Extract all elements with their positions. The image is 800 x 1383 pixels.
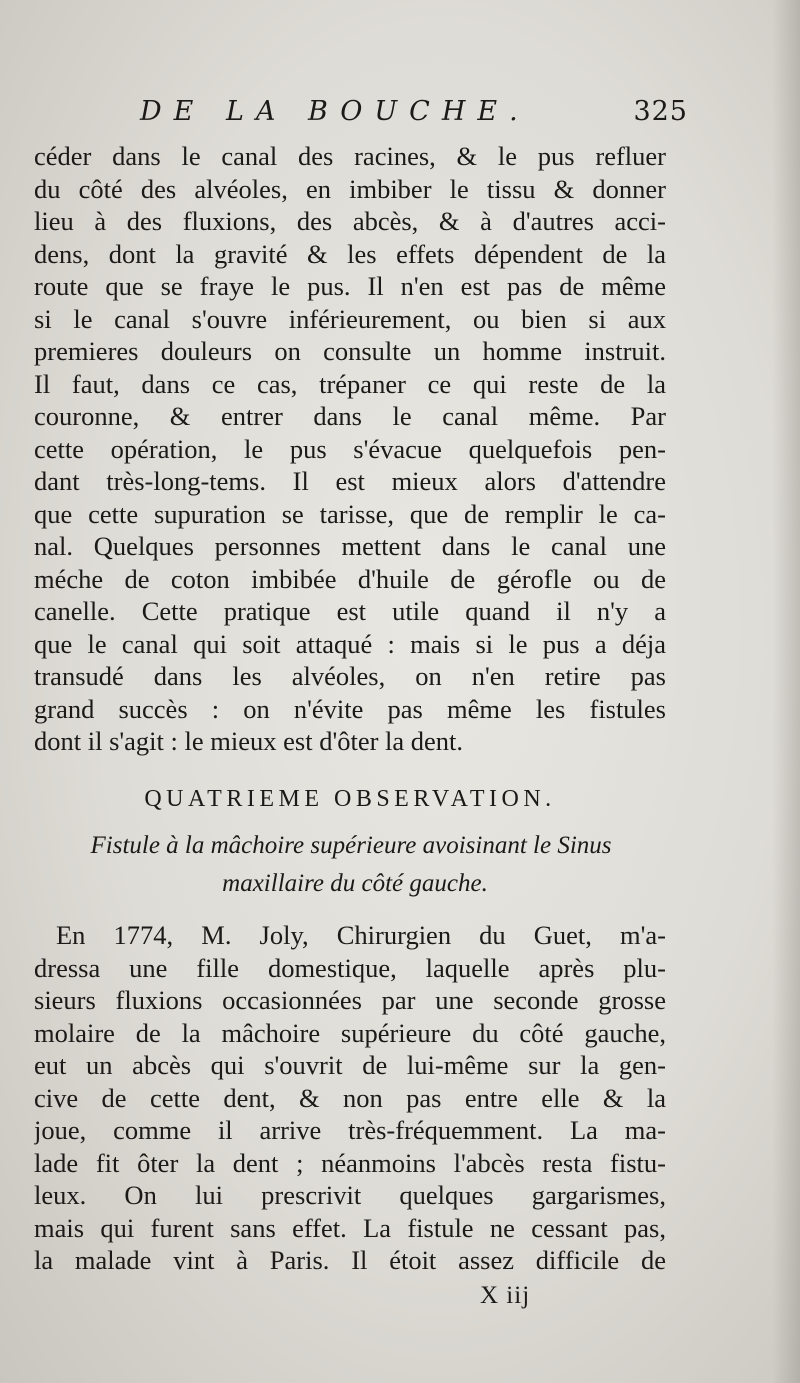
- observation-subtitle: Fistule à la mâchoire supérieure avoisinant le Sinus: [90, 832, 612, 859]
- running-header: [140, 92, 688, 132]
- page-number: 325: [633, 96, 688, 127]
- text-line: mais qui furent sans effet. La fistule ne cessant pas,: [34, 1212, 666, 1243]
- text-line: méche de coton imbibée d'huile de gérofle ou de: [34, 563, 666, 594]
- text-line: route que se fraye le pus. Il n'en est pas de même: [34, 271, 666, 301]
- text-line: du côté des alvéoles, en imbiber le tissu & donner: [34, 173, 666, 204]
- text-line: dant très-long-tems. Il est mieux alors d'attendre: [34, 466, 666, 496]
- text-line: la malade vint à Paris. Il étoit assez difficile de: [34, 1245, 666, 1275]
- text-line: céder dans le canal des racines, & le pus refluer: [34, 141, 666, 171]
- text-line: premieres douleurs on consulte un homme instruit.: [34, 336, 666, 366]
- text-line: transudé dans les alvéoles, on n'en retire pas: [34, 661, 666, 691]
- text-line: joue, comme il arrive très-fréquemment. La ma-: [34, 1115, 666, 1145]
- text-line: canelle. Cette pratique est utile quand il n'y a: [34, 596, 666, 626]
- text-line: Il faut, dans ce cas, trépaner ce qui reste de la: [34, 368, 666, 399]
- text-line: eut un abcès qui s'ouvrit de lui-même sur la gen-: [34, 1050, 666, 1080]
- text-line: molaire de la mâchoire supérieure du côté gauche,: [34, 1017, 666, 1048]
- text-line: dens, dont la gravité & les effets dépendent de la: [34, 238, 666, 269]
- text-line: cette opération, le pus s'évacue quelquefois pen-: [34, 433, 666, 464]
- text-line: si le canal s'ouvre inférieurement, ou bien si aux: [34, 303, 666, 334]
- text-line: cive de cette dent, & non pas entre elle & la: [34, 1082, 666, 1113]
- text-line: En 1774, M. Joly, Chirurgien du Guet, m'a-: [56, 920, 666, 950]
- page-gutter-shadow: [772, 0, 800, 1383]
- observation-subtitle: maxillaire du côté gauche.: [222, 870, 488, 897]
- text-line: lade fit ôter la dent ; néanmoins l'abcès resta fistu-: [34, 1147, 666, 1178]
- text-line: lieu à des fluxions, des abcès, & à d'autres acci-: [34, 206, 666, 236]
- text-line: dont il s'agit : le mieux est d'ôter la dent.: [34, 726, 464, 756]
- running-title: DE LA BOUCHE.: [140, 96, 530, 127]
- signature-mark: X iij: [480, 1282, 531, 1309]
- text-line: leux. On lui prescrivit quelques gargarismes,: [34, 1180, 666, 1210]
- text-line: dressa une fille domestique, laquelle après plu-: [34, 952, 666, 983]
- body-text-bottom: [34, 919, 666, 1277]
- text-line: grand succès : on n'évite pas même les fistules: [34, 693, 666, 724]
- body-text-top: [34, 140, 666, 758]
- text-line: nal. Quelques personnes mettent dans le canal une: [34, 531, 666, 561]
- text-line: que cette supuration se tarisse, que de remplir le ca-: [34, 498, 666, 529]
- text-line: sieurs fluxions occasionnées par une seconde grosse: [34, 985, 666, 1015]
- observation-heading: QUATRIEME OBSERVATION.: [144, 786, 556, 812]
- text-line: couronne, & entrer dans le canal même. Par: [34, 401, 666, 431]
- text-line: que le canal qui soit attaqué : mais si le pus a déja: [34, 628, 666, 659]
